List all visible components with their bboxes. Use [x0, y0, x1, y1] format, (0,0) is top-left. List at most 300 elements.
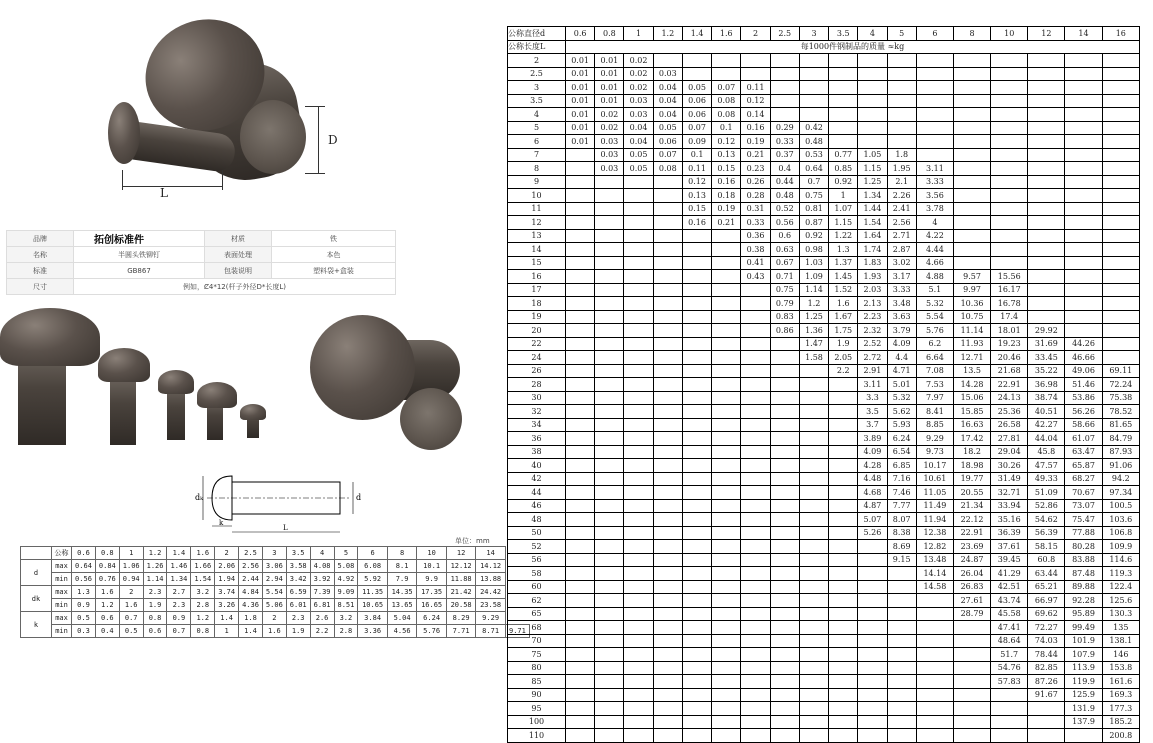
weight-cell	[829, 486, 858, 500]
weight-cell	[624, 324, 653, 338]
weight-cell	[1028, 175, 1065, 189]
weight-cell	[1102, 216, 1139, 230]
product-photo-lineup	[0, 300, 280, 450]
weight-cell: 0.81	[799, 202, 828, 216]
weight-cell: 107.9	[1065, 648, 1102, 662]
weight-cell	[566, 175, 595, 189]
weight-cell	[829, 540, 858, 554]
weight-cell: 51.09	[1028, 486, 1065, 500]
length-cell: 65	[508, 607, 566, 621]
weight-cell: 7.08	[916, 364, 953, 378]
weight-cell	[858, 661, 887, 675]
weight-cell	[566, 364, 595, 378]
dimension-l-label: L	[160, 186, 168, 200]
weight-cell	[1028, 270, 1065, 284]
dim-cell: 3.2	[334, 612, 358, 625]
length-cell: 85	[508, 675, 566, 689]
dim-cell: 0.9	[72, 599, 96, 612]
weight-cell	[741, 459, 770, 473]
dim-cell: 0.6	[143, 625, 167, 638]
weight-cell: 8.07	[887, 513, 916, 527]
weight-row	[508, 499, 1140, 513]
dim-header-cell: 10	[417, 547, 447, 560]
dim-header-cell: 8	[387, 547, 417, 560]
weight-cell: 0.18	[712, 189, 741, 203]
dim-cell: 13.65	[387, 599, 417, 612]
weight-cell: 0.08	[653, 162, 682, 176]
weight-cell	[1028, 729, 1065, 743]
dim-cell: 1.6	[119, 599, 143, 612]
weight-cell	[653, 324, 682, 338]
weight-cell	[624, 364, 653, 378]
dimension-d-tick-top	[305, 106, 325, 107]
weight-cell	[858, 715, 887, 729]
weight-cell	[741, 472, 770, 486]
weight-cell	[770, 675, 799, 689]
weight-cell: 3.78	[916, 202, 953, 216]
weight-cell: 0.29	[770, 121, 799, 135]
dim-cell: 1.34	[167, 573, 191, 586]
dim-cell: 1.3	[72, 586, 96, 599]
weight-cell: 94.2	[1102, 472, 1139, 486]
weight-cell: 0.04	[624, 121, 653, 135]
weight-cell: 4.09	[887, 337, 916, 351]
dim-header-cell: 3	[262, 547, 286, 560]
dim-cell: 1.6	[262, 625, 286, 638]
dim-cell: 9.71	[505, 625, 529, 638]
info-key: 表面处理	[205, 247, 272, 263]
weight-cell: 2.32	[858, 324, 887, 338]
weight-row	[508, 634, 1140, 648]
weight-cell	[953, 621, 990, 635]
weight-cell	[741, 634, 770, 648]
weight-cell: 5.32	[887, 391, 916, 405]
weight-cell	[799, 715, 828, 729]
weight-cell	[1102, 256, 1139, 270]
weight-cell: 0.31	[741, 202, 770, 216]
weight-cell	[566, 270, 595, 284]
weight-cell: 13.5	[953, 364, 990, 378]
weight-cell	[653, 432, 682, 446]
weight-cell	[566, 715, 595, 729]
weight-cell: 0.01	[566, 108, 595, 122]
weight-cell	[858, 621, 887, 635]
weight-row	[508, 243, 1140, 257]
dim-cell: 2	[262, 612, 286, 625]
dim-cell: 1.6	[95, 586, 119, 599]
weight-cell	[829, 607, 858, 621]
dim-cell: 0.5	[119, 625, 143, 638]
weight-cell	[595, 283, 624, 297]
dim-header-cell: 1.6	[191, 547, 215, 560]
weight-cell: 0.14	[741, 108, 770, 122]
weight-cell: 4.88	[916, 270, 953, 284]
closeup-head-large	[310, 315, 415, 420]
weight-cell: 15.85	[953, 405, 990, 419]
dim-header-cell: 3.5	[286, 547, 310, 560]
weight-cell: 0.01	[566, 81, 595, 95]
dim-cell: 2.94	[262, 573, 286, 586]
weight-cell	[712, 648, 741, 662]
weight-cell	[1102, 243, 1139, 257]
weight-cell: 33.45	[1028, 351, 1065, 365]
weight-cell: 40.51	[1028, 405, 1065, 419]
dim-cell: 2.3	[143, 586, 167, 599]
weight-cell: 5.76	[916, 324, 953, 338]
weight-cell	[1065, 54, 1102, 68]
weight-cell	[1102, 283, 1139, 297]
weight-cell: 44.26	[1065, 337, 1102, 351]
weight-cell	[829, 499, 858, 513]
weight-cell	[566, 607, 595, 621]
weight-cell	[653, 283, 682, 297]
weight-cell	[799, 81, 828, 95]
weight-cell	[712, 688, 741, 702]
weight-cell: 8.85	[916, 418, 953, 432]
weight-row	[508, 351, 1140, 365]
dim-cell: 0.4	[95, 625, 119, 638]
weight-cell	[858, 729, 887, 743]
weight-cell: 103.6	[1102, 513, 1139, 527]
weight-cell	[624, 378, 653, 392]
dimension-d-label: D	[328, 133, 338, 147]
weight-cell: 13.48	[916, 553, 953, 567]
weight-cell	[624, 445, 653, 459]
dim-cell: 10.65	[358, 599, 388, 612]
dim-cell: 5.54	[262, 586, 286, 599]
weight-cell	[653, 513, 682, 527]
weight-cell: 0.07	[653, 148, 682, 162]
weight-cell	[953, 121, 990, 135]
info-key: 名称	[7, 247, 74, 263]
weight-cell	[991, 121, 1028, 135]
weight-cell: 5.54	[916, 310, 953, 324]
weight-cell: 75.38	[1102, 391, 1139, 405]
weight-cell: 1.14	[799, 283, 828, 297]
weight-cell	[682, 553, 711, 567]
dim-cell: 5.08	[334, 560, 358, 573]
weight-cell	[712, 459, 741, 473]
weight-cell: 16.17	[991, 283, 1028, 297]
weight-cell: 135	[1102, 621, 1139, 635]
weight-cell: 1.15	[829, 216, 858, 230]
weight-cell	[1065, 148, 1102, 162]
weight-cell: 2.72	[858, 351, 887, 365]
weight-cell: 0.03	[595, 148, 624, 162]
dim-cell: 0.7	[167, 625, 191, 638]
diameter-header-cell: 1.6	[712, 27, 741, 41]
weight-cell	[887, 621, 916, 635]
dim-cell: 2.8	[191, 599, 215, 612]
weight-cell	[566, 526, 595, 540]
dim-header-cell: 12	[446, 547, 476, 560]
dim-cell: 0.76	[95, 573, 119, 586]
weight-cell	[799, 54, 828, 68]
weight-cell: 7.53	[916, 378, 953, 392]
diameter-header-cell: 8	[953, 27, 990, 41]
weight-cell: 0.07	[682, 121, 711, 135]
weight-cell	[682, 594, 711, 608]
weight-cell: 1.83	[858, 256, 887, 270]
weight-cell	[829, 432, 858, 446]
weight-cell	[858, 67, 887, 81]
weight-cell: 24.87	[953, 553, 990, 567]
weight-cell: 8.38	[887, 526, 916, 540]
weight-cell	[770, 607, 799, 621]
weight-cell: 0.02	[624, 54, 653, 68]
weight-cell: 68.27	[1065, 472, 1102, 486]
info-value: 本色	[272, 247, 396, 263]
weight-cell: 9.57	[953, 270, 990, 284]
diameter-header-cell: 1.4	[682, 27, 711, 41]
length-cell: 18	[508, 297, 566, 311]
dim-cell: 7.9	[387, 573, 417, 586]
diameter-header-cell: 5	[887, 27, 916, 41]
weight-cell: 138.1	[1102, 634, 1139, 648]
weight-cell	[829, 513, 858, 527]
weight-cell	[595, 243, 624, 257]
weight-cell	[741, 729, 770, 743]
weight-cell	[1102, 135, 1139, 149]
weight-cell	[712, 337, 741, 351]
weight-cell	[682, 405, 711, 419]
length-cell: 32	[508, 405, 566, 419]
weight-cell: 5.32	[916, 297, 953, 311]
weight-cell	[712, 243, 741, 257]
product-photo-top	[100, 10, 360, 220]
dim-header-cell: 14	[476, 547, 506, 560]
weight-row	[508, 445, 1140, 459]
weight-cell	[953, 148, 990, 162]
weight-cell: 0.42	[799, 121, 828, 135]
dim-header-cell: 1.4	[167, 547, 191, 560]
weight-cell: 146	[1102, 648, 1139, 662]
weight-cell	[953, 243, 990, 257]
weight-cell: 4.87	[858, 499, 887, 513]
dim-cell: 6.24	[417, 612, 447, 625]
weight-cell: 0.06	[682, 94, 711, 108]
weight-cell	[624, 594, 653, 608]
weight-cell: 125.9	[1065, 688, 1102, 702]
weight-cell: 15.06	[953, 391, 990, 405]
weight-cell: 106.8	[1102, 526, 1139, 540]
weight-cell	[829, 391, 858, 405]
weight-row	[508, 391, 1140, 405]
weight-cell: 2.26	[887, 189, 916, 203]
weight-cell	[829, 715, 858, 729]
weight-cell: 1.52	[829, 283, 858, 297]
weight-cell: 26.58	[991, 418, 1028, 432]
weight-cell: 153.8	[1102, 661, 1139, 675]
dim-header-cell: 4	[310, 547, 334, 560]
dim-cell: 0.84	[95, 560, 119, 573]
weight-cell	[595, 634, 624, 648]
weight-cell	[712, 729, 741, 743]
weight-cell: 2.13	[858, 297, 887, 311]
weight-cell	[653, 688, 682, 702]
weight-cell: 36.39	[991, 526, 1028, 540]
weight-cell: 1.05	[858, 148, 887, 162]
weight-cell	[741, 580, 770, 594]
weight-cell	[712, 351, 741, 365]
weight-cell: 0.85	[829, 162, 858, 176]
weight-cell	[953, 54, 990, 68]
weight-cell: 7.16	[887, 472, 916, 486]
weight-cell	[624, 661, 653, 675]
weight-cell	[595, 297, 624, 311]
weight-cell	[682, 445, 711, 459]
weight-row	[508, 553, 1140, 567]
weight-cell	[566, 675, 595, 689]
weight-cell	[682, 702, 711, 716]
weight-cell: 3.48	[887, 297, 916, 311]
weight-cell	[566, 702, 595, 716]
weight-cell: 75.47	[1065, 513, 1102, 527]
weight-cell	[916, 648, 953, 662]
weight-cell: 1.45	[829, 270, 858, 284]
dim-cell: 1.94	[215, 573, 239, 586]
weight-cell	[1065, 216, 1102, 230]
weight-cell	[770, 378, 799, 392]
weight-cell	[682, 661, 711, 675]
weight-cell: 48.64	[991, 634, 1028, 648]
dim-cell: 1.46	[167, 560, 191, 573]
dim-cell: 1	[215, 625, 239, 638]
weight-cell	[595, 378, 624, 392]
dim-group-label: dk	[21, 586, 52, 612]
weight-cell	[595, 540, 624, 554]
weight-cell: 2.71	[887, 229, 916, 243]
dim-cell: 11.88	[446, 573, 476, 586]
weight-cell	[624, 486, 653, 500]
weight-cell	[916, 688, 953, 702]
weight-cell	[829, 54, 858, 68]
weight-cell	[829, 553, 858, 567]
weight-cell	[991, 729, 1028, 743]
weight-cell	[799, 94, 828, 108]
weight-cell: 58.15	[1028, 540, 1065, 554]
weight-cell	[1065, 283, 1102, 297]
dim-cell: 5.76	[417, 625, 447, 638]
weight-cell	[595, 189, 624, 203]
weight-cell	[887, 648, 916, 662]
weight-cell	[624, 256, 653, 270]
dim-group-label: d	[21, 560, 52, 586]
technical-drawing	[195, 462, 365, 537]
weight-cell	[566, 243, 595, 257]
weight-cell: 1.3	[829, 243, 858, 257]
weight-cell: 0.01	[566, 54, 595, 68]
weight-cell: 11.94	[916, 513, 953, 527]
weight-table	[507, 26, 1140, 743]
weight-cell	[653, 580, 682, 594]
weight-cell: 17.4	[991, 310, 1028, 324]
dim-cell: 1.2	[95, 599, 119, 612]
weight-cell	[829, 675, 858, 689]
weight-cell	[595, 499, 624, 513]
weight-cell	[566, 540, 595, 554]
length-cell: 80	[508, 661, 566, 675]
weight-cell	[953, 675, 990, 689]
weight-cell	[741, 418, 770, 432]
weight-cell	[624, 175, 653, 189]
weight-cell: 0.16	[682, 216, 711, 230]
weight-cell: 119.3	[1102, 567, 1139, 581]
weight-cell	[653, 553, 682, 567]
dim-cell: 2.7	[167, 586, 191, 599]
weight-cell	[829, 378, 858, 392]
weight-cell: 0.6	[770, 229, 799, 243]
weight-cell: 63.44	[1028, 567, 1065, 581]
info-value: 塑料袋+盒装	[272, 263, 396, 279]
weight-cell	[741, 715, 770, 729]
weight-cell: 58.66	[1065, 418, 1102, 432]
weight-cell	[858, 540, 887, 554]
weight-cell	[712, 418, 741, 432]
weight-cell: 0.12	[741, 94, 770, 108]
dim-row	[21, 560, 530, 573]
corner-label-length: 公称长度L	[508, 40, 566, 54]
weight-cell: 74.03	[1028, 634, 1065, 648]
weight-cell	[595, 351, 624, 365]
weight-cell	[799, 729, 828, 743]
weight-cell	[953, 162, 990, 176]
weight-cell	[770, 445, 799, 459]
weight-row	[508, 526, 1140, 540]
weight-cell: 0.19	[712, 202, 741, 216]
weight-cell	[1028, 229, 1065, 243]
weight-cell	[1065, 162, 1102, 176]
dim-cell: 9.29	[476, 612, 506, 625]
weight-cell: 1.34	[858, 189, 887, 203]
rivet-shank	[110, 375, 136, 445]
weight-cell	[829, 580, 858, 594]
dim-cell: 2.6	[310, 612, 334, 625]
weight-cell	[624, 526, 653, 540]
weight-cell	[566, 378, 595, 392]
weight-cell	[712, 621, 741, 635]
weight-cell	[595, 472, 624, 486]
weight-cell	[566, 445, 595, 459]
weight-cell	[741, 297, 770, 311]
weight-cell: 6.64	[916, 351, 953, 365]
weight-cell	[566, 216, 595, 230]
weight-cell	[712, 661, 741, 675]
weight-cell: 4	[916, 216, 953, 230]
weight-cell	[653, 472, 682, 486]
weight-cell: 5.1	[916, 283, 953, 297]
weight-cell	[829, 94, 858, 108]
weight-cell	[991, 54, 1028, 68]
weight-cell: 51.46	[1065, 378, 1102, 392]
weight-cell	[1065, 729, 1102, 743]
weight-cell: 0.16	[741, 121, 770, 135]
weight-cell	[887, 81, 916, 95]
weight-cell	[858, 634, 887, 648]
weight-row	[508, 459, 1140, 473]
weight-cell	[712, 405, 741, 419]
weight-cell	[741, 378, 770, 392]
weight-cell	[566, 351, 595, 365]
weight-cell: 0.56	[770, 216, 799, 230]
weight-cell	[653, 270, 682, 284]
dim-cell: 17.35	[417, 586, 447, 599]
weight-cell	[991, 229, 1028, 243]
weight-cell	[712, 594, 741, 608]
weight-cell	[1065, 94, 1102, 108]
weight-cell: 0.92	[829, 175, 858, 189]
dim-cell: 0.5	[72, 612, 96, 625]
